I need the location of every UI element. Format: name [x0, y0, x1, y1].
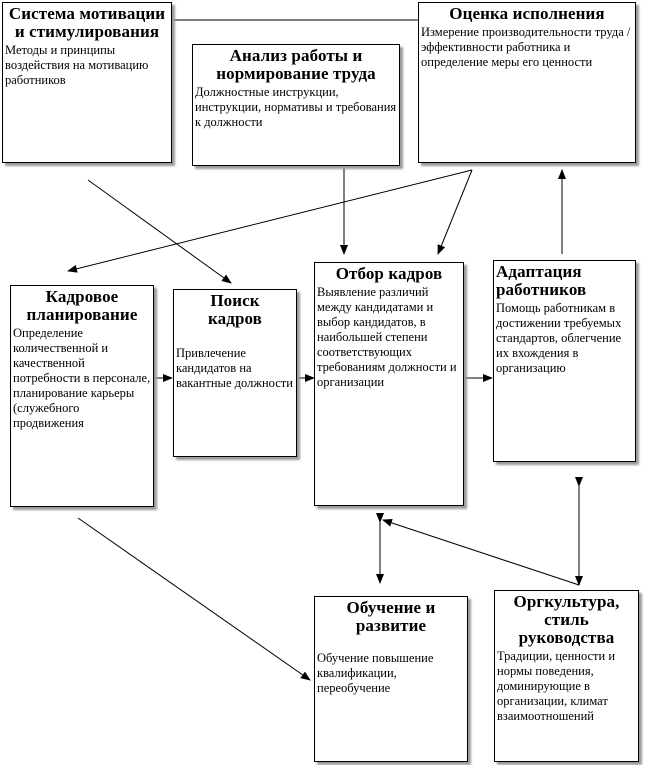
culture-description: Традиции, ценности и нормы поведения, доминирующие в организации, климат взаимоотношений — [497, 649, 616, 723]
evaluation-description: Измерение производительности труда / эффективности работника и определение меры его ценности — [421, 25, 631, 69]
adaptation-description: Помощь работникам в достижении требуемых стандартов, облегчение их вхождения в организацию — [496, 301, 622, 375]
motivation-title: Система мотивации и стимулирования — [8, 4, 166, 41]
planning-description: Определение количественной и качественной потребности в персонале, планирование карьеры (служебного продвижения — [13, 326, 151, 430]
job-analysis-description: Должностные инструкции, инструкции, нормативы и требования к должности — [195, 85, 397, 129]
arrow-culture-to-junction — [383, 520, 579, 585]
culture-title: Оргкультура, стиль руководства — [513, 592, 620, 647]
box-motivation — [2, 2, 172, 163]
job-analysis-title: Анализ работы и нормирование труда — [216, 46, 376, 83]
arrow-motivation-to-search — [88, 180, 231, 283]
training-title: Обучение и развитие — [346, 598, 436, 635]
selection-description: Выявление различий между кандидатами и выбор кандидатов, в наибольшей степени соответствующих требованиям должности и организации — [317, 285, 457, 389]
evaluation-title: Оценка исполнения — [449, 4, 605, 23]
box-training — [314, 596, 468, 762]
box-evaluation — [418, 2, 636, 163]
box-culture — [494, 590, 639, 762]
box-planning — [10, 285, 154, 507]
arrow-evaluation-to-planning — [68, 170, 472, 271]
box-selection — [314, 262, 464, 506]
arrow-evaluation-to-selection — [438, 170, 472, 254]
selection-title: Отбор кадров — [335, 264, 443, 283]
box-adaptation — [493, 260, 636, 462]
planning-title: Кадровое планирование — [26, 287, 138, 324]
box-search — [173, 289, 297, 457]
box-job-analysis — [192, 44, 400, 166]
training-description: Обучение повышение квалификации, переобучение — [317, 651, 434, 695]
arrow-planning-to-training — [78, 518, 310, 680]
adaptation-title: Адаптация работников — [496, 262, 587, 299]
motivation-description: Методы и принципы воздействия на мотивацию работников — [5, 43, 149, 87]
search-description: Привлечение кандидатов на вакантные должности — [176, 346, 293, 390]
search-title: Поиск кадров — [208, 291, 262, 328]
